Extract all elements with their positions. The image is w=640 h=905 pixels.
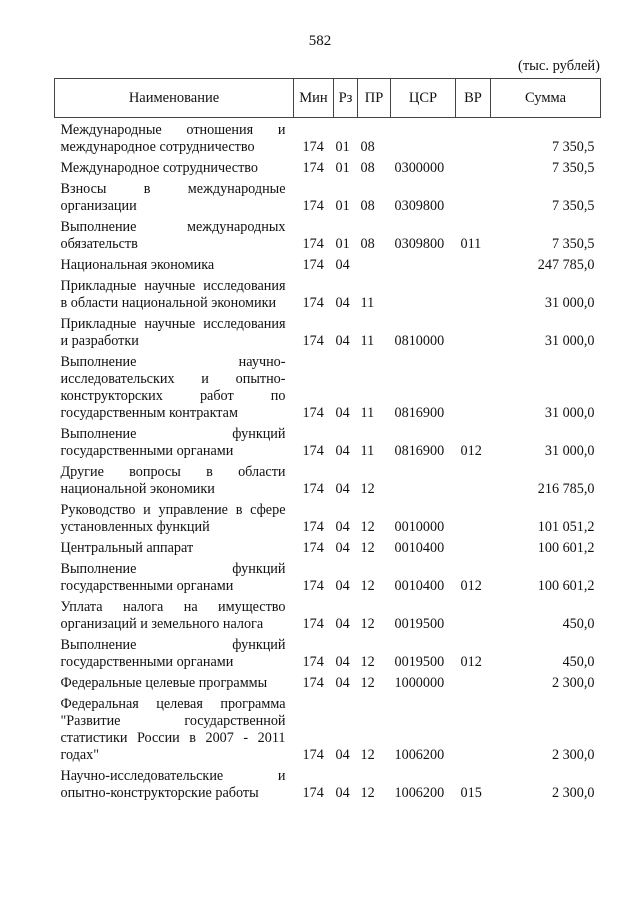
cell-sum: 31 000,0 <box>544 333 595 349</box>
cell-vr <box>456 696 491 768</box>
cell-sum: 101 051,2 <box>537 519 595 535</box>
cell-min: 174 <box>302 578 324 594</box>
cell-vr <box>456 675 491 696</box>
table-row <box>55 540 601 561</box>
cell-rz: 04 <box>335 257 350 273</box>
cell-sum: 31 000,0 <box>544 443 595 459</box>
cell-sum: 2 300,0 <box>551 747 595 763</box>
cell-name: Центральный аппарат <box>60 540 194 556</box>
cell-csr: 0309800 <box>394 236 445 252</box>
cell-rz: 01 <box>335 160 350 176</box>
table-row <box>55 426 601 464</box>
cell-sum: 2 300,0 <box>551 785 595 801</box>
cell-min: 174 <box>302 443 324 459</box>
table-row <box>55 464 601 502</box>
cell-min: 174 <box>302 519 324 535</box>
cell-name: Уплата налога на имущество организаций и земельного налога <box>60 599 286 632</box>
cell-rz: 04 <box>335 443 350 459</box>
cell-rz: 04 <box>335 333 350 349</box>
cell-csr: 0810000 <box>394 333 445 349</box>
cell-name: Международное сотрудничество <box>60 160 258 176</box>
table-row <box>55 118 601 161</box>
cell-csr <box>391 464 456 502</box>
cell-vr <box>456 278 491 316</box>
cell-sum: 7 350,5 <box>551 160 595 176</box>
cell-rz: 01 <box>335 236 350 252</box>
cell-vr <box>456 181 491 219</box>
cell-vr <box>456 540 491 561</box>
cell-name: Выполнение международных обязательств <box>60 219 286 252</box>
cell-csr: 1006200 <box>394 785 445 801</box>
cell-sum: 100 601,2 <box>537 578 595 594</box>
cell-pr: 12 <box>360 785 375 801</box>
cell-min: 174 <box>302 481 324 497</box>
cell-csr: 0010400 <box>394 578 445 594</box>
cell-sum: 7 350,5 <box>551 236 595 252</box>
cell-pr: 12 <box>360 519 375 535</box>
cell-vr <box>456 502 491 540</box>
cell-min: 174 <box>302 295 324 311</box>
cell-sum: 31 000,0 <box>544 405 595 421</box>
cell-name: Взносы в международные организации <box>60 181 286 214</box>
table-row <box>55 354 601 426</box>
cell-csr: 1006200 <box>394 747 445 763</box>
cell-sum: 247 785,0 <box>537 257 595 273</box>
cell-vr <box>456 257 491 278</box>
table-row <box>55 637 601 675</box>
cell-sum: 450,0 <box>562 654 595 670</box>
cell-csr <box>391 278 456 316</box>
table-row <box>55 257 601 278</box>
table-row <box>55 502 601 540</box>
table-row <box>55 696 601 768</box>
cell-vr: 012 <box>460 578 482 594</box>
cell-pr: 12 <box>360 616 375 632</box>
cell-pr: 12 <box>360 540 375 556</box>
cell-vr <box>456 599 491 637</box>
cell-pr: 12 <box>360 675 375 691</box>
cell-name: Федеральные целевые программы <box>60 675 268 691</box>
table-row <box>55 160 601 181</box>
header-pr: ПР <box>358 79 391 118</box>
cell-pr: 08 <box>360 236 375 252</box>
cell-pr: 12 <box>360 578 375 594</box>
cell-name: Прикладные научные исследования и разработки <box>60 316 286 349</box>
cell-sum: 7 350,5 <box>551 139 595 155</box>
cell-vr: 012 <box>460 654 482 670</box>
cell-rz: 01 <box>335 198 350 214</box>
table-row <box>55 561 601 599</box>
cell-vr <box>456 464 491 502</box>
cell-csr <box>391 118 456 161</box>
cell-pr: 08 <box>360 198 375 214</box>
cell-rz: 04 <box>335 785 350 801</box>
cell-pr: 11 <box>360 295 375 311</box>
budget-table <box>54 78 601 806</box>
cell-csr: 0300000 <box>394 160 445 176</box>
table-row <box>55 675 601 696</box>
cell-name: Выполнение функций государственными органами <box>60 426 286 459</box>
cell-name: Выполнение функций государственными органами <box>60 637 286 670</box>
cell-sum: 450,0 <box>562 616 595 632</box>
cell-rz: 04 <box>335 675 350 691</box>
cell-name: Международные отношения и международное сотрудничество <box>60 122 286 155</box>
header-min: Мин <box>294 79 334 118</box>
cell-csr: 0010400 <box>394 540 445 556</box>
cell-min: 174 <box>302 540 324 556</box>
cell-min: 174 <box>302 333 324 349</box>
cell-pr: 11 <box>360 443 375 459</box>
cell-min: 174 <box>302 198 324 214</box>
cell-pr: 11 <box>360 405 375 421</box>
header-name: Наименование <box>55 79 294 118</box>
table-row <box>55 316 601 354</box>
cell-pr: 12 <box>360 654 375 670</box>
cell-rz: 04 <box>335 405 350 421</box>
cell-vr: 015 <box>460 785 482 801</box>
cell-min: 174 <box>302 139 324 155</box>
table-row <box>55 768 601 806</box>
cell-vr <box>456 160 491 181</box>
cell-vr: 011 <box>460 236 482 252</box>
cell-vr <box>456 118 491 161</box>
cell-name: Научно-исследовательские и опытно-конструкторские работы <box>60 768 286 801</box>
cell-rz: 04 <box>335 295 350 311</box>
cell-vr <box>456 354 491 426</box>
cell-min: 174 <box>302 236 324 252</box>
cell-rz: 04 <box>335 616 350 632</box>
cell-name: Выполнение научно-исследовательских и опытно-конструкторских работ по государственным контрактам <box>60 354 286 421</box>
header-rz: Рз <box>334 79 358 118</box>
cell-vr <box>456 316 491 354</box>
cell-rz: 04 <box>335 481 350 497</box>
cell-rz: 04 <box>335 540 350 556</box>
cell-min: 174 <box>302 675 324 691</box>
cell-rz: 04 <box>335 578 350 594</box>
cell-min: 174 <box>302 160 324 176</box>
cell-sum: 2 300,0 <box>551 675 595 691</box>
cell-csr: 0019500 <box>394 616 445 632</box>
cell-name: Прикладные научные исследования в области национальной экономики <box>60 278 286 311</box>
cell-pr: 12 <box>360 481 375 497</box>
cell-vr: 012 <box>460 443 482 459</box>
cell-rz: 04 <box>335 519 350 535</box>
cell-min: 174 <box>302 257 324 273</box>
cell-pr <box>358 257 391 278</box>
cell-csr: 0816900 <box>394 443 445 459</box>
cell-pr: 08 <box>360 139 375 155</box>
cell-min: 174 <box>302 405 324 421</box>
cell-sum: 100 601,2 <box>537 540 595 556</box>
cell-min: 174 <box>302 785 324 801</box>
header-vr: ВР <box>456 79 491 118</box>
cell-name: Национальная экономика <box>60 257 215 273</box>
header-sum: Сумма <box>491 79 601 118</box>
table-row <box>55 219 601 257</box>
cell-pr: 11 <box>360 333 375 349</box>
cell-rz: 01 <box>335 139 350 155</box>
cell-min: 174 <box>302 616 324 632</box>
cell-sum: 7 350,5 <box>551 198 595 214</box>
cell-csr: 0010000 <box>394 519 445 535</box>
table-row <box>55 181 601 219</box>
cell-csr: 1000000 <box>394 675 445 691</box>
cell-csr: 0309800 <box>394 198 445 214</box>
cell-name: Другие вопросы в области национальной экономики <box>60 464 286 497</box>
cell-name: Выполнение функций государственными органами <box>60 561 286 594</box>
cell-rz: 04 <box>335 654 350 670</box>
cell-csr <box>391 257 456 278</box>
cell-name: Руководство и управление в сфере установленных функций <box>60 502 286 535</box>
cell-sum: 31 000,0 <box>544 295 595 311</box>
page-number: 582 <box>308 33 332 49</box>
cell-name: Федеральная целевая программа "Развитие государственной статистики России в 2007 - 2011 годах" <box>60 696 286 763</box>
table-header-row <box>55 79 601 118</box>
cell-sum: 216 785,0 <box>537 481 595 497</box>
units-note: (тыс. рублей) <box>518 58 600 74</box>
cell-rz: 04 <box>335 747 350 763</box>
header-csr: ЦСР <box>391 79 456 118</box>
cell-min: 174 <box>302 654 324 670</box>
cell-pr: 08 <box>360 160 375 176</box>
table-row <box>55 278 601 316</box>
cell-min: 174 <box>302 747 324 763</box>
cell-csr: 0019500 <box>394 654 445 670</box>
table-row <box>55 599 601 637</box>
cell-pr: 12 <box>360 747 375 763</box>
cell-csr: 0816900 <box>394 405 445 421</box>
